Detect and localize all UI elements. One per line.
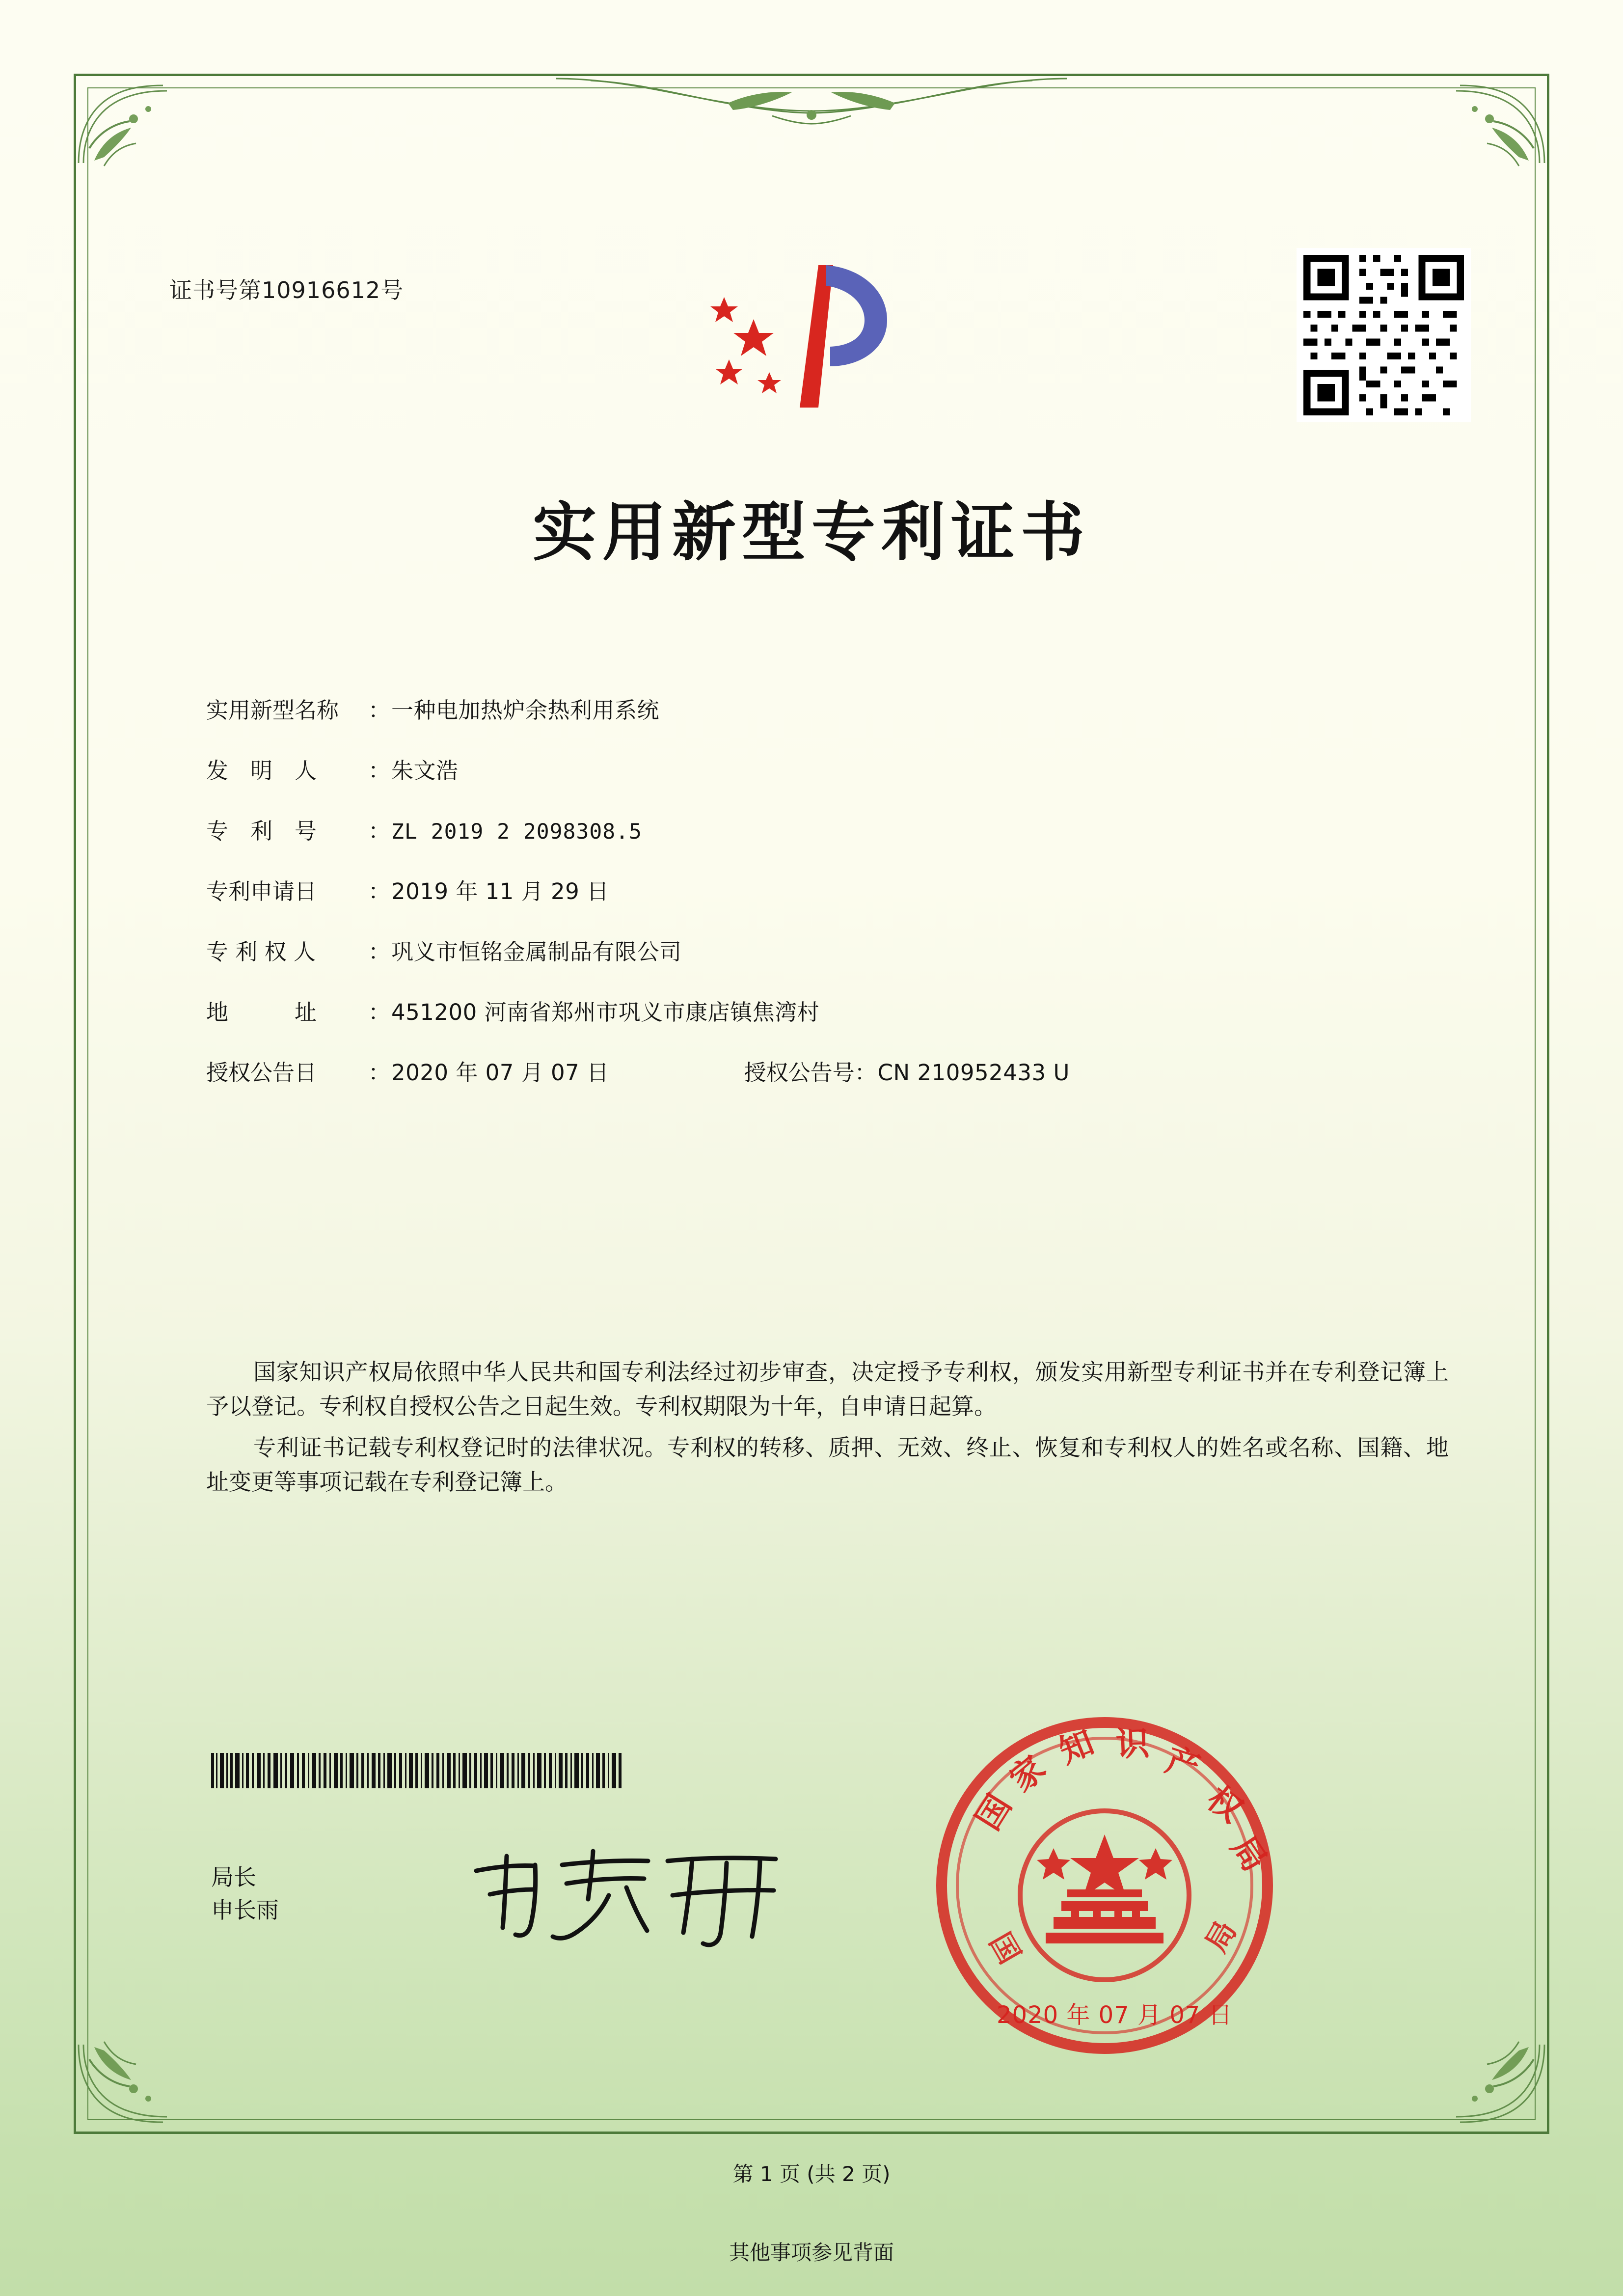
grant-number-value: CN 210952433 U [877, 1060, 1070, 1086]
director-name: 申长雨 [211, 1896, 279, 1923]
field-row [206, 753, 1476, 785]
corner-ornament-icon [75, 75, 188, 168]
paragraph: 专利证书记载专利权登记时的法律状况。专利权的转移、质押、无效、终止、恢复和专利权人的姓名或名称、国籍、地址变更等事项记载在专利登记簿上。 [206, 1434, 1449, 1495]
field-list [206, 692, 1476, 1115]
field-colon: ： [368, 999, 391, 1025]
field-value: ZL 2019 2 2098308.5 [391, 820, 642, 844]
svg-text:家: 家 [1002, 1748, 1054, 1800]
grant-number-label: 授权公告号 [744, 1060, 855, 1086]
certificate-number: 证书号第10916612号 [169, 277, 404, 303]
field-row [206, 994, 1476, 1026]
field-value: 451200 河南省郑州市巩义市康店镇焦湾村 [391, 999, 820, 1025]
field-value: 一种电加热炉余热利用系统 [391, 697, 660, 723]
field-row [206, 874, 1476, 905]
back-side-note: 其他事项参见背面 [729, 2241, 894, 2265]
field-colon: ： [368, 697, 391, 723]
field-colon: ： [368, 758, 391, 784]
field-value: 朱文浩 [391, 758, 459, 784]
grant-date-colon: ： [368, 1060, 391, 1086]
svg-text:权: 权 [1199, 1778, 1250, 1831]
field-label: 发 明 人 [206, 758, 317, 784]
field-row [206, 934, 1476, 966]
field-colon: ： [368, 939, 391, 965]
field-label: 实用新型名称 [206, 697, 339, 723]
field-label: 专 利 权 人 [206, 939, 316, 965]
cnipa-patent-logo-icon [695, 246, 901, 422]
svg-text:识: 识 [1115, 1723, 1150, 1764]
page-title: 实用新型专利证书 [532, 494, 1090, 570]
field-value: 2019 年 11 月 29 日 [391, 878, 609, 904]
page-number: 第 1 页 (共 2 页) [732, 2162, 891, 2186]
corner-ornament-icon [1435, 2040, 1548, 2133]
field-value: 巩义市恒铭金属制品有限公司 [391, 939, 682, 965]
svg-text:局: 局 [1199, 1915, 1244, 1958]
corner-ornament-icon [75, 2040, 188, 2133]
field-row [206, 813, 1476, 845]
grant-number-group [744, 1055, 1070, 1087]
svg-text:局: 局 [1223, 1829, 1275, 1879]
svg-text:知: 知 [1054, 1722, 1100, 1772]
grant-date-label: 授权公告日 [206, 1060, 317, 1086]
svg-text:国: 国 [982, 1927, 1027, 1970]
grant-row [206, 1055, 1476, 1087]
field-label: 地 址 [206, 999, 317, 1025]
field-colon: ： [368, 818, 391, 844]
grant-date-value: 2020 年 07 月 07 日 [391, 1060, 609, 1086]
field-colon: ： [368, 878, 391, 904]
field-label: 专利申请日 [206, 878, 317, 904]
svg-text:产: 产 [1161, 1740, 1205, 1788]
field-row [206, 692, 1476, 724]
signature-block [211, 1861, 279, 1926]
qr-code-icon [1297, 248, 1471, 422]
svg-text:国: 国 [968, 1787, 1020, 1837]
director-title: 局长 [211, 1864, 256, 1890]
handwritten-signature-icon [461, 1836, 805, 1954]
seal-date: 2020 年 07 月 07 日 [997, 2001, 1233, 2029]
grant-number-colon: ： [854, 1060, 877, 1086]
field-label: 专 利 号 [206, 818, 317, 844]
paragraph: 国家知识产权局依照中华人民共和国专利法经过初步审查，决定授予专利权，颁发实用新型专利证书并在专利登记簿上予以登记。专利权自授权公告之日起生效。专利权期限为十年，自申请日起算。 [206, 1359, 1449, 1420]
barcode-icon [211, 1753, 623, 1788]
body-text [206, 1355, 1449, 1506]
top-flourish-ornament-icon [517, 73, 1106, 146]
corner-ornament-icon [1435, 75, 1548, 168]
